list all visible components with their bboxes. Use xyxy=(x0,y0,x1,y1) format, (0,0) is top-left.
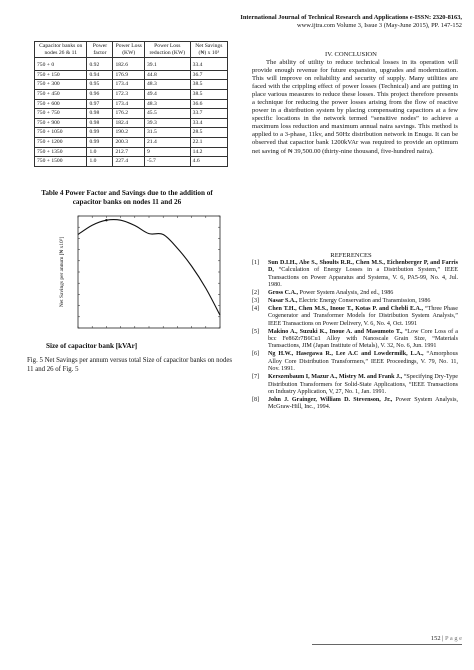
table-cell: 38.5 xyxy=(190,89,227,99)
references-list xyxy=(252,260,458,412)
table-cell: 0.99 xyxy=(87,128,113,138)
power-factor-table xyxy=(34,41,228,167)
page-label: P a g e xyxy=(445,635,462,642)
table-cell: 173.4 xyxy=(113,80,145,90)
table-cell: 0.98 xyxy=(87,118,113,128)
reference-details: “Amorphous Alloy Core Distribution Transformers,” IEEE Proceedings, V. 79, No. 11, Nov. 1991. xyxy=(268,351,458,373)
table-cell: 14.2 xyxy=(190,147,227,157)
table-cell: 36.6 xyxy=(190,99,227,109)
table-cell: 4.6 xyxy=(190,157,227,167)
table-cell: 0.95 xyxy=(87,80,113,90)
conclusion-paragraph: The ability of utility to reduce technical losses in its operation will provide enough revenue for future expansion, upgrades and modernization. This will improve on reliability and security of supply. Many utilities are faced with the crippling effect of power losses (Technical) and are putting in place various measures to reduce these losses. This project therefore presents a technique for reducing the power losses arising from the flow of reactive power in a distribution system by placing compensating capacitors at a few specific locations in the network termed “sensitive nodes” to achieve a maximum loss reduction and maximum annual naira savings. This method is applied to a 3-phase, 11kv, and 50Hz distribution network in Enugu. It can be observed that capacitor bank 1200kVAr was required to provide an optimum net saving of ₦ 39,500.00 (thirty-nine thousand, five-hundred naira). xyxy=(252,59,458,155)
table-cell: 0.99 xyxy=(87,137,113,147)
table-header-cell: Net Savings (₦) x 10³ xyxy=(190,42,227,58)
table-cell: -5.7 xyxy=(144,157,190,167)
reference-authors: Makino A., Suzuki K., Inoue A. and Masumoto T., xyxy=(268,328,403,335)
reference-authors: Kerszenbaum I, Mazur A., Mistry M. and Frank J., xyxy=(268,374,403,381)
table-cell: 31.5 xyxy=(144,128,190,138)
reference-details: Power System Analysis, 2nd ed., 1986 xyxy=(298,290,394,297)
reference-number: [6] xyxy=(252,351,260,358)
reference-details: “Calculation of Energy Losses in a Distribution System,” IEEE Transactions on Power Apparatus and Systems, V. 6, PA5-99, No. 4, Jul. 1980. xyxy=(268,267,458,289)
reference-text xyxy=(268,329,458,351)
reference-text xyxy=(268,397,458,412)
reference-text xyxy=(268,306,458,328)
table-cell: 750 + 750 xyxy=(35,109,87,119)
table-row xyxy=(35,89,228,99)
section-heading: IV. CONCLUSION xyxy=(325,51,377,58)
series-line xyxy=(78,220,220,316)
references-heading: REFERENCES xyxy=(330,252,372,259)
table-cell: 45.5 xyxy=(144,109,190,119)
reference-text xyxy=(268,290,458,297)
net-savings-chart xyxy=(48,212,224,338)
footer-rule xyxy=(312,644,462,645)
plot-frame xyxy=(78,216,220,328)
table-header-cell: Power factor xyxy=(87,42,113,58)
table-header-cell: Power Loss reduction (KW) xyxy=(144,42,190,58)
reference-number: [4] xyxy=(252,305,260,312)
table-row xyxy=(35,128,228,138)
table-caption: Table 4 Power Factor and Savings due to the addition of capacitor banks on nodes 11 and 26 xyxy=(41,189,213,206)
table-cell: 200.3 xyxy=(113,137,145,147)
reference-details: Electric Energy Conservation and Transmission, 1986 xyxy=(297,298,431,305)
reference-text xyxy=(268,374,458,396)
reference-number: [2] xyxy=(252,290,260,297)
table-row xyxy=(35,58,228,71)
table-cell: 22.1 xyxy=(190,137,227,147)
reference-authors: Chen T.H., Chen M.S., Inoue T., Kotas P. and Chebli E.A., xyxy=(268,305,424,312)
reference-item xyxy=(252,306,458,328)
table-cell: 750 + 900 xyxy=(35,118,87,128)
table-cell: 49.4 xyxy=(144,89,190,99)
table-cell: 39.1 xyxy=(144,58,190,71)
table-cell: 1.0 xyxy=(87,157,113,167)
table-cell: 750 + 1050 xyxy=(35,128,87,138)
table-cell: 33.7 xyxy=(190,109,227,119)
table-cell: 38.5 xyxy=(190,80,227,90)
table-cell: 750 + 600 xyxy=(35,99,87,109)
table-cell: 0.98 xyxy=(87,109,113,119)
journal-header xyxy=(162,14,462,30)
table-header-cell: Power Loss (KW) xyxy=(113,42,145,58)
table-cell: 36.7 xyxy=(190,70,227,80)
table-cell: 33.4 xyxy=(190,58,227,71)
reference-text xyxy=(268,260,458,290)
table-cell: 212.7 xyxy=(113,147,145,157)
reference-item xyxy=(252,260,458,290)
table-row xyxy=(35,80,228,90)
reference-text xyxy=(268,298,458,305)
table-header-row xyxy=(35,42,228,58)
reference-details: Power System Analysis, McGraw-Hill, Inc., 1994. xyxy=(268,396,458,411)
table-cell: 182.4 xyxy=(113,118,145,128)
reference-item xyxy=(252,290,458,297)
table-cell: 0.96 xyxy=(87,89,113,99)
reference-item xyxy=(252,298,458,305)
table-row xyxy=(35,99,228,109)
table-row xyxy=(35,137,228,147)
table-cell: 1.0 xyxy=(87,147,113,157)
reference-item xyxy=(252,374,458,396)
reference-text xyxy=(268,351,458,373)
reference-authors: Sun D.I.H., Abe S., Shoults R.R., Chen M.S., Eichenberger P, and Farris D, xyxy=(268,260,458,274)
table-cell: 176.2 xyxy=(113,109,145,119)
table-cell: 44.8 xyxy=(144,70,190,80)
table-cell: 48.3 xyxy=(144,80,190,90)
figure-caption: Fig. 5 Net Savings per annum versus total Size of capacitor banks on nodes 11 and 26 of Fig. 5 xyxy=(27,357,232,373)
table-cell: 176.9 xyxy=(113,70,145,80)
table-cell: 750 + 1200 xyxy=(35,137,87,147)
table-cell: 48.3 xyxy=(144,99,190,109)
reference-details: “Three Phase Cogenerator and Transformer Models for Distribution System Analysis,” IEEE Transactions on Power Delivery, V. 6, No. 4, Oct. 1991 xyxy=(268,305,458,327)
reference-number: [3] xyxy=(252,298,260,305)
table-cell: 0.94 xyxy=(87,70,113,80)
table-cell: 750 + 450 xyxy=(35,89,87,99)
table-cell: 33.4 xyxy=(190,118,227,128)
reference-number: [1] xyxy=(252,260,260,266)
table-cell: 750 + 150 xyxy=(35,70,87,80)
table-cell: 190.2 xyxy=(113,128,145,138)
reference-authors: John J. Grainger, William D. Stevenson, Jr., xyxy=(268,396,393,403)
conclusion-body xyxy=(252,59,458,156)
table-cell: 182.6 xyxy=(113,58,145,71)
peak-marker xyxy=(105,219,107,221)
page-number: 152 xyxy=(430,635,441,642)
table-cell: 750 + 300 xyxy=(35,80,87,90)
table-cell: 750 + 1500 xyxy=(35,157,87,167)
table-cell: 0.97 xyxy=(87,99,113,109)
reference-number: [8] xyxy=(252,396,260,403)
reference-authors: Ng H.W., Hasegawa R., Lee A.C and Lowdermilk, L.A., xyxy=(268,351,424,358)
table-cell: 21.4 xyxy=(144,137,190,147)
table-row xyxy=(35,157,228,167)
chart-x-axis-label: Size of capacitor bank [kVAr] xyxy=(46,342,138,350)
table-header-cell: Capacitor banks on nodes 26 & 11 xyxy=(35,42,87,58)
reference-item xyxy=(252,351,458,373)
reference-authors: Nasar S.A., xyxy=(268,298,298,305)
table-cell: 0.92 xyxy=(87,58,113,71)
table-row xyxy=(35,109,228,119)
table-body xyxy=(35,58,228,167)
reference-number: [7] xyxy=(252,374,260,381)
table-row xyxy=(35,70,228,80)
table-cell: 750 + 1350 xyxy=(35,147,87,157)
table-cell: 173.4 xyxy=(113,99,145,109)
journal-volume: www.ijtra.com Volume 3, Issue 3 (May-June 2015), PP. 147-152 xyxy=(297,22,462,29)
page-separator: | xyxy=(442,635,444,642)
table-cell: 750 + 0 xyxy=(35,58,87,71)
table-row xyxy=(35,118,228,128)
table-cell: 227.4 xyxy=(113,157,145,167)
chart-y-axis-label: Net Savings per annum [₦ x10³] xyxy=(59,236,65,308)
table-cell: 9 xyxy=(144,147,190,157)
journal-title: International Journal of Technical Research and Applications e-ISSN: 2320-8163, xyxy=(240,14,462,21)
reference-item xyxy=(252,397,458,412)
table-cell: 28.5 xyxy=(190,128,227,138)
table-cell: 172.3 xyxy=(113,89,145,99)
reference-details: “Specifying Dry-Type Distribution Transformers for Solid-State Applications, “IEEE Transactions on Industry Application, V, 27, No. 1, Jan. 1991. xyxy=(268,374,458,395)
table-cell: 39.3 xyxy=(144,118,190,128)
page-footer xyxy=(431,635,462,642)
chart-svg xyxy=(48,212,224,338)
table-row xyxy=(35,147,228,157)
reference-number: [5] xyxy=(252,328,260,335)
reference-details: “Low Core Loss of a bcc Fe86Zr7B6Cu1 Alloy with Nanoscale Grain Size, “Materials Transactions, JIM (Japan Institute of Metals), V. 32, No. 6, Jun. 1991 xyxy=(268,328,458,350)
reference-authors: Gross C.A., xyxy=(268,290,299,297)
reference-item xyxy=(252,329,458,351)
